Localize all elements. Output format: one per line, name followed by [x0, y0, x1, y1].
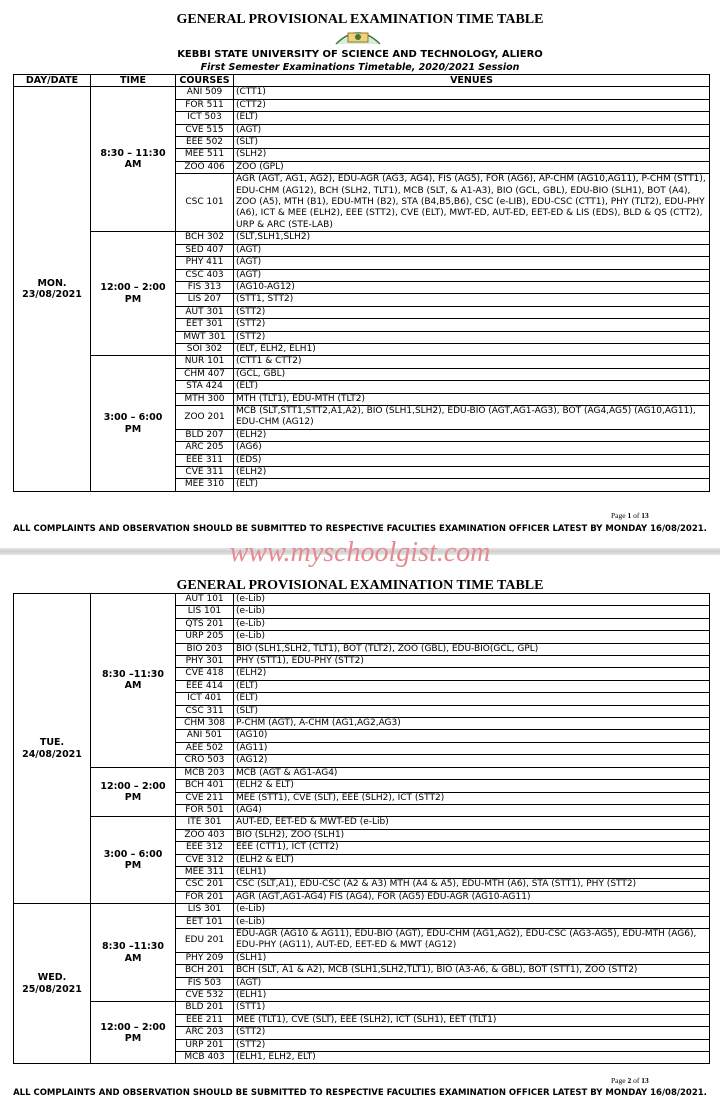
- venue-cell: (STT1, STT2): [234, 294, 710, 306]
- university-name: KEBBI STATE UNIVERSITY OF SCIENCE AND TECHNOLOGY, ALIERO: [177, 49, 543, 60]
- course-code: NUR 101: [176, 356, 234, 368]
- venue-cell: (ELT, ELH2, ELH1): [234, 343, 710, 355]
- venue-cell: BIO (SLH2), ZOO (SLH1): [234, 829, 710, 841]
- course-code: FOR 201: [176, 891, 234, 903]
- venue-cell: (AGT): [234, 244, 710, 256]
- course-code: BCH 401: [176, 780, 234, 792]
- time-range: 8:30 –11:30: [102, 941, 164, 953]
- venue-cell: (EDS): [234, 454, 710, 466]
- time-slot-cell: [91, 232, 176, 356]
- header-venues: VENUES: [234, 75, 710, 87]
- venue-cell: (SLH1): [234, 952, 710, 964]
- venue-cell: (AGT): [234, 124, 710, 136]
- venue-cell: (ELH2): [234, 429, 710, 441]
- course-code: ARC 205: [176, 442, 234, 454]
- venue-cell: (SLH2): [234, 149, 710, 161]
- venue-cell: MTH (TLT1), EDU-MTH (TLT2): [234, 393, 710, 405]
- course-code: FIS 503: [176, 977, 234, 989]
- venue-cell: MEE (TLT1), CVE (SLT), EEE (SLH2), ICT (SLH1), EET (TLT1): [234, 1014, 710, 1026]
- course-code: SOI 302: [176, 343, 234, 355]
- venue-cell: EDU-AGR (AG10 & AG11), EDU-BIO (AGT), EDU-CHM (AG1,AG2), EDU-CSC (AG3-AG5), EDU-MTH (AG6), EDU-PHY (AG11), AUT-ED, EET-ED & MWT (AG12): [234, 928, 710, 952]
- day-name: WED.: [37, 972, 67, 984]
- venue-cell: (ELH2): [234, 467, 710, 479]
- course-code: CVE 418: [176, 668, 234, 680]
- venue-cell: (ELH1): [234, 866, 710, 878]
- venue-cell: (AG10-AG12): [234, 281, 710, 293]
- time-range: 3:00 – 6:00: [103, 412, 163, 424]
- day-date-cell: [14, 87, 91, 491]
- venue-cell: (ELH2): [234, 668, 710, 680]
- venue-cell: (AG6): [234, 442, 710, 454]
- course-code: MCB 203: [176, 767, 234, 779]
- course-code: CVE 311: [176, 467, 234, 479]
- table-row: [14, 87, 710, 99]
- venue-cell: (AGT): [234, 977, 710, 989]
- page2-title: GENERAL PROVISIONAL EXAMINATION TIME TABLE: [176, 578, 544, 593]
- venue-cell: (AG11): [234, 742, 710, 754]
- header-time: TIME: [91, 75, 176, 87]
- time-range: 8:30 –11:30: [102, 668, 164, 680]
- venue-cell: MCB (SLT,STT1,STT2,A1,A2), BIO (SLH1,SLH2), EDU-BIO (AGT,AG1-AG3), BOT (AG4,AG5) (AG10,AG11), EDU-CHM (AG12): [234, 405, 710, 429]
- course-code: EEE 311: [176, 454, 234, 466]
- time-period: PM: [124, 792, 142, 803]
- venue-cell: PHY (STT1), EDU-PHY (STT2): [234, 656, 710, 668]
- time-range: 3:00 – 6:00: [103, 848, 163, 860]
- timetable-page1: [13, 74, 710, 492]
- day-name: MON.: [37, 277, 67, 289]
- venue-cell: (e-Lib): [234, 618, 710, 630]
- course-code: ZOO 406: [176, 161, 234, 173]
- venue-cell: (AG10): [234, 730, 710, 742]
- venue-cell: (ELT): [234, 680, 710, 692]
- venue-cell: (ELH1): [234, 990, 710, 1002]
- course-code: AEE 502: [176, 742, 234, 754]
- venue-cell: (e-Lib): [234, 916, 710, 928]
- course-code: ANI 509: [176, 87, 234, 99]
- venue-cell: (SLT,SLH1,SLH2): [234, 232, 710, 244]
- course-code: CVE 532: [176, 990, 234, 1002]
- day-date: 23/08/2021: [22, 289, 82, 301]
- venue-cell: AUT-ED, EET-ED & MWT-ED (e-Lib): [234, 817, 710, 829]
- course-code: EET 301: [176, 319, 234, 331]
- course-code: ICT 503: [176, 112, 234, 124]
- course-code: URP 201: [176, 1039, 234, 1051]
- course-code: AUT 301: [176, 306, 234, 318]
- time-slot-cell: [91, 356, 176, 491]
- venue-cell: (STT1): [234, 1002, 710, 1014]
- course-code: MCB 403: [176, 1052, 234, 1064]
- watermark: www.myschoolgist.com: [229, 537, 491, 568]
- course-code: CRO 503: [176, 755, 234, 767]
- venue-cell: MEE (STT1), CVE (SLT), EEE (SLH2), ICT (STT2): [234, 792, 710, 804]
- venue-cell: (SLT): [234, 705, 710, 717]
- venue-cell: (AG4): [234, 804, 710, 816]
- venue-cell: ZOO (GPL): [234, 161, 710, 173]
- course-code: QTS 201: [176, 618, 234, 630]
- course-code: SED 407: [176, 244, 234, 256]
- venue-cell: (ELH2 & ELT): [234, 854, 710, 866]
- venue-cell: P-CHM (AGT), A-CHM (AG1,AG2,AG3): [234, 718, 710, 730]
- course-code: EEE 502: [176, 137, 234, 149]
- course-code: LIS 101: [176, 606, 234, 618]
- time-slot-cell: [91, 904, 176, 1002]
- venue-cell: (SLT): [234, 137, 710, 149]
- course-code: BLD 201: [176, 1002, 234, 1014]
- venue-cell: (CTT1 & CTT2): [234, 356, 710, 368]
- table-row: [14, 767, 710, 779]
- course-code: MEE 311: [176, 866, 234, 878]
- course-code: PHY 301: [176, 656, 234, 668]
- course-code: PHY 209: [176, 952, 234, 964]
- page1-title: GENERAL PROVISIONAL EXAMINATION TIME TABLE: [176, 12, 544, 27]
- venue-cell: (e-Lib): [234, 594, 710, 606]
- footer-notice-2: ALL COMPLAINTS AND OBSERVATION SHOULD BE SUBMITTED TO RESPECTIVE FACULTIES EXAMINATION OFFICER LATEST BY MONDAY 16/08/2021.: [13, 1088, 707, 1098]
- course-code: EEE 211: [176, 1014, 234, 1026]
- day-date: 24/08/2021: [22, 748, 82, 760]
- course-code: CVE 312: [176, 854, 234, 866]
- course-code: FOR 511: [176, 99, 234, 111]
- course-code: EEE 312: [176, 842, 234, 854]
- course-code: STA 424: [176, 381, 234, 393]
- venue-cell: BCH (SLT, A1 & A2), MCB (SLH1,SLH2,TLT1), BIO (A3-A6, & GBL), BOT (STT1), ZOO (STT2): [234, 965, 710, 977]
- venue-cell: (AG12): [234, 755, 710, 767]
- venue-cell: (e-Lib): [234, 904, 710, 916]
- venue-cell: (AGT): [234, 269, 710, 281]
- time-range: 12:00 – 2:00: [100, 1021, 166, 1033]
- course-code: EDU 201: [176, 928, 234, 952]
- day-date: 25/08/2021: [22, 983, 82, 995]
- time-period: PM: [124, 1032, 142, 1044]
- course-code: ITE 301: [176, 817, 234, 829]
- time-range: 12:00 – 2:00: [100, 780, 166, 792]
- venue-cell: (e-Lib): [234, 606, 710, 618]
- venue-cell: (GCL, GBL): [234, 368, 710, 380]
- time-slot-cell: [91, 594, 176, 768]
- table-row: [14, 356, 710, 368]
- session-label: First Semester Examinations Timetable, 2020/2021 Session: [200, 62, 520, 73]
- venue-cell: (ELT): [234, 479, 710, 491]
- course-code: URP 205: [176, 631, 234, 643]
- table-row: [14, 1002, 710, 1014]
- venue-cell: AGR (AGT, AG1, AG2), EDU-AGR (AG3, AG4), FIS (AG5), FOR (AG6), AP-CHM (AG10,AG11), P-CHM (STT1), EDU-CHM (AG12), BCH (SLH2, TLT1), MCB (SLT, & A1-A3), BIO (GCL, GBL), EDU-BIO (SLH1), BOT (A4), ZOO (A5), MTH (B1), EDU-MTH (B2), STA (B4,B5,B6), CSC (e-LIB), EDU-CSC (CTT1), PHY (TLT2), EDU-PHY (A6), ICT & MEE (ELH2), EEE (STT2), CVE (ELT), MWT-ED, AUT-ED, EET-ED & LIS (EDS), BLD & QS (CTT2), URP & ARC (STE-LAB): [234, 174, 710, 232]
- course-code: EEE 414: [176, 680, 234, 692]
- venue-cell: AGR (AGT,AG1-AG4) FIS (AG4), FOR (AG5) EDU-AGR (AG10-AG11): [234, 891, 710, 903]
- venue-cell: (STT2): [234, 319, 710, 331]
- table-row: [14, 817, 710, 829]
- course-code: ARC 203: [176, 1027, 234, 1039]
- course-code: ZOO 201: [176, 405, 234, 429]
- time-range: 12:00 – 2:00: [100, 282, 166, 294]
- venue-cell: CSC (SLT,A1), EDU-CSC (A2 & A3) MTH (A4 & A5), EDU-MTH (A6), STA (STT1), PHY (STT2): [234, 879, 710, 891]
- page-number-1: Page 1 of 13: [611, 511, 649, 520]
- course-code: CSC 311: [176, 705, 234, 717]
- university-logo: [334, 24, 382, 46]
- time-slot-cell: [91, 817, 176, 904]
- time-period: AM: [124, 680, 142, 692]
- header-courses: COURSES: [176, 75, 234, 87]
- table-row: [14, 232, 710, 244]
- course-code: MTH 300: [176, 393, 234, 405]
- course-code: CVE 515: [176, 124, 234, 136]
- course-code: FIS 313: [176, 281, 234, 293]
- footer-notice-1: ALL COMPLAINTS AND OBSERVATION SHOULD BE SUBMITTED TO RESPECTIVE FACULTIES EXAMINATION OFFICER LATEST BY MONDAY 16/08/2021.: [13, 524, 707, 534]
- table-row: [14, 904, 710, 916]
- venue-cell: (ELT): [234, 693, 710, 705]
- day-date-cell: [14, 904, 91, 1064]
- time-period: PM: [124, 293, 142, 305]
- course-code: ICT 401: [176, 693, 234, 705]
- venue-cell: (ELH1, ELH2, ELT): [234, 1052, 710, 1064]
- day-name: TUE.: [39, 737, 65, 749]
- course-code: CHM 407: [176, 368, 234, 380]
- course-code: LIS 301: [176, 904, 234, 916]
- time-slot-cell: [91, 1002, 176, 1064]
- page-number-2: Page 2 of 13: [611, 1076, 649, 1085]
- venue-cell: (ELH2 & ELT): [234, 780, 710, 792]
- header-day: DAY/DATE: [14, 75, 91, 87]
- venue-cell: (CTT2): [234, 99, 710, 111]
- course-code: FOR 501: [176, 804, 234, 816]
- time-period: AM: [124, 952, 142, 964]
- course-code: MEE 310: [176, 479, 234, 491]
- venue-cell: (STT2): [234, 331, 710, 343]
- time-slot-cell: [91, 87, 176, 232]
- course-code: MWT 301: [176, 331, 234, 343]
- venue-cell: (ELT): [234, 112, 710, 124]
- course-code: PHY 411: [176, 257, 234, 269]
- time-slot-cell: [91, 767, 176, 817]
- timetable-page2: [13, 593, 710, 1064]
- venue-cell: BIO (SLH1,SLH2, TLT1), BOT (TLT2), ZOO (GBL), EDU-BIO(GCL, GPL): [234, 643, 710, 655]
- course-code: BCH 302: [176, 232, 234, 244]
- course-code: CSC 403: [176, 269, 234, 281]
- venue-cell: EEE (CTT1), ICT (CTT2): [234, 842, 710, 854]
- course-code: ANI 501: [176, 730, 234, 742]
- course-code: CSC 101: [176, 174, 234, 232]
- venue-cell: (ELT): [234, 381, 710, 393]
- venue-cell: (STT2): [234, 1039, 710, 1051]
- course-code: CVE 211: [176, 792, 234, 804]
- course-code: CSC 201: [176, 879, 234, 891]
- course-code: EET 101: [176, 916, 234, 928]
- day-date-cell: [14, 594, 91, 904]
- course-code: BIO 203: [176, 643, 234, 655]
- table-row: [14, 594, 710, 606]
- venue-cell: (e-Lib): [234, 631, 710, 643]
- time-range: 8:30 – 11:30: [100, 147, 166, 159]
- time-period: PM: [124, 860, 142, 872]
- venue-cell: (STT2): [234, 1027, 710, 1039]
- course-code: BLD 207: [176, 429, 234, 441]
- course-code: LIS 207: [176, 294, 234, 306]
- venue-cell: (STT2): [234, 306, 710, 318]
- course-code: ZOO 403: [176, 829, 234, 841]
- course-code: CHM 308: [176, 718, 234, 730]
- venue-cell: (AGT): [234, 257, 710, 269]
- time-period: PM: [124, 423, 142, 435]
- venue-cell: (CTT1): [234, 87, 710, 99]
- course-code: AUT 101: [176, 594, 234, 606]
- time-period: AM: [124, 159, 142, 171]
- venue-cell: MCB (AGT & AG1-AG4): [234, 767, 710, 779]
- course-code: MEE 511: [176, 149, 234, 161]
- course-code: BCH 201: [176, 965, 234, 977]
